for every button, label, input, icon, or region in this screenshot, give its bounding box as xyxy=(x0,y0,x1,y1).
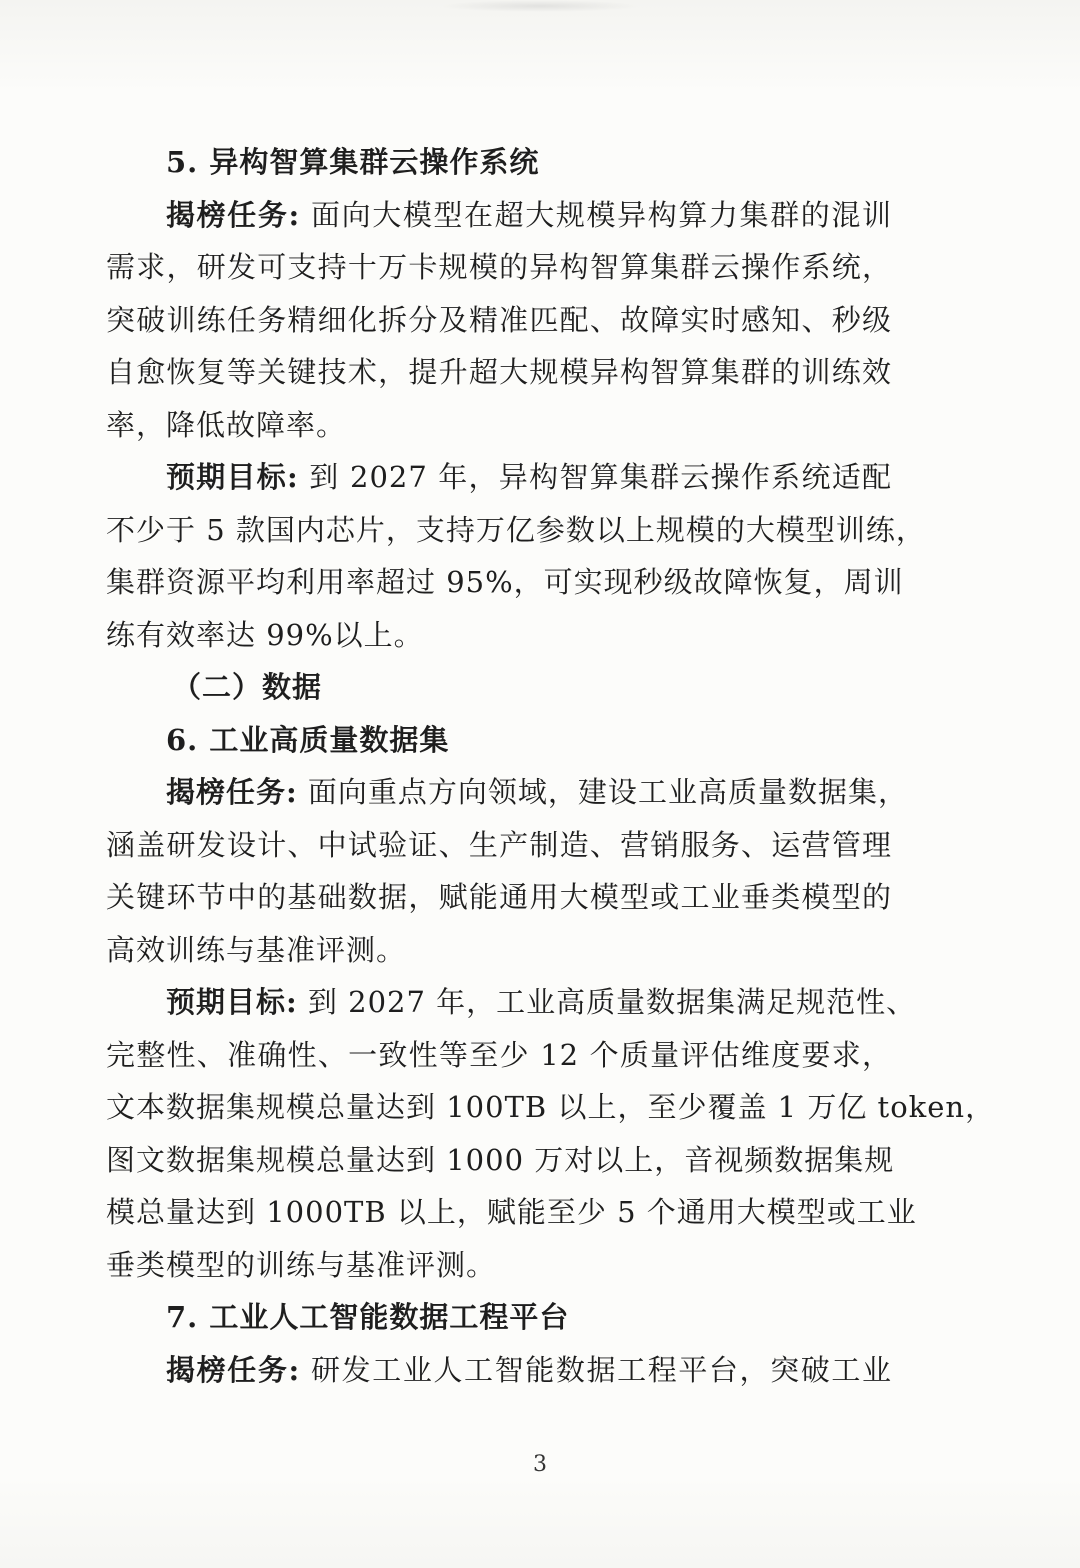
scan-artifact xyxy=(440,0,640,12)
paragraph-line xyxy=(106,976,917,1029)
paragraph-line: 自愈恢复等关键技术，提升超大规模异构智算集群的训练效 xyxy=(106,355,892,389)
goal-label: 预期目标: xyxy=(166,985,298,1019)
paragraph-line xyxy=(106,189,892,242)
task-label: 揭榜任务: xyxy=(166,775,298,809)
goal-label: 预期目标: xyxy=(166,460,299,494)
goal-text: 到 2027 年，工业高质量数据集满足规范性、 xyxy=(297,985,917,1019)
task-text: 研发工业人工智能数据工程平台，突破工业 xyxy=(300,1352,892,1387)
task-label: 揭榜任务: xyxy=(166,1352,301,1387)
task-text: 面向大模型在超大规模异构算力集群的混训 xyxy=(300,197,892,232)
page-number: 3 xyxy=(533,1452,547,1477)
goal-text: 到 2027 年，异构智算集群云操作系统适配 xyxy=(298,460,892,494)
paragraph-line: 垂类模型的训练与基准评测。 xyxy=(106,1247,497,1282)
paragraph-line: 图文数据集规模总量达到 1000 万对以上，音视频数据集规 xyxy=(106,1142,895,1177)
paragraph-line: 率，降低故障率。 xyxy=(106,407,347,442)
paragraph-line: 涵盖研发设计、中试验证、生产制造、营销服务、运营管理 xyxy=(106,827,892,862)
heading-section-5: 5. 异构智算集群云操作系统 xyxy=(166,145,540,179)
paragraph-line: 集群资源平均利用率超过 95%，可实现秒级故障恢复，周训 xyxy=(106,565,904,599)
document-body xyxy=(106,136,996,1396)
paragraph-line xyxy=(106,766,908,819)
heading-section-7: 7. 工业人工智能数据工程平台 xyxy=(166,1300,570,1334)
heading-section-6: 6. 工业高质量数据集 xyxy=(166,722,450,757)
paragraph-line: 突破训练任务精细化拆分及精准匹配、故障实时感知、秒级 xyxy=(106,302,892,337)
paragraph-line: 不少于 5 款国内芯片，支持万亿参数以上规模的大模型训练， xyxy=(106,512,926,547)
paragraph-line: 高效训练与基准评测。 xyxy=(106,932,407,967)
paragraph-line: 关键环节中的基础数据，赋能通用大模型或工业垂类模型的 xyxy=(106,880,892,914)
task-label: 揭榜任务: xyxy=(166,197,301,232)
paragraph-line: 模总量达到 1000TB 以上，赋能至少 5 个通用大模型或工业 xyxy=(106,1195,917,1229)
paragraph-line xyxy=(106,451,892,504)
paragraph-line xyxy=(106,1344,892,1397)
paragraph-line: 完整性、准确性、一致性等至少 12 个质量评估维度要求， xyxy=(106,1037,892,1072)
category-heading: （二）数据 xyxy=(172,670,323,704)
paragraph-line: 练有效率达 99%以上。 xyxy=(106,617,424,652)
paragraph-line: 文本数据集规模总量达到 100TB 以上，至少覆盖 1 万亿 token， xyxy=(106,1090,996,1124)
paragraph-line: 需求，研发可支持十万卡规模的异构智算集群云操作系统， xyxy=(106,250,892,284)
task-text: 面向重点方向领域，建设工业高质量数据集， xyxy=(297,775,908,809)
